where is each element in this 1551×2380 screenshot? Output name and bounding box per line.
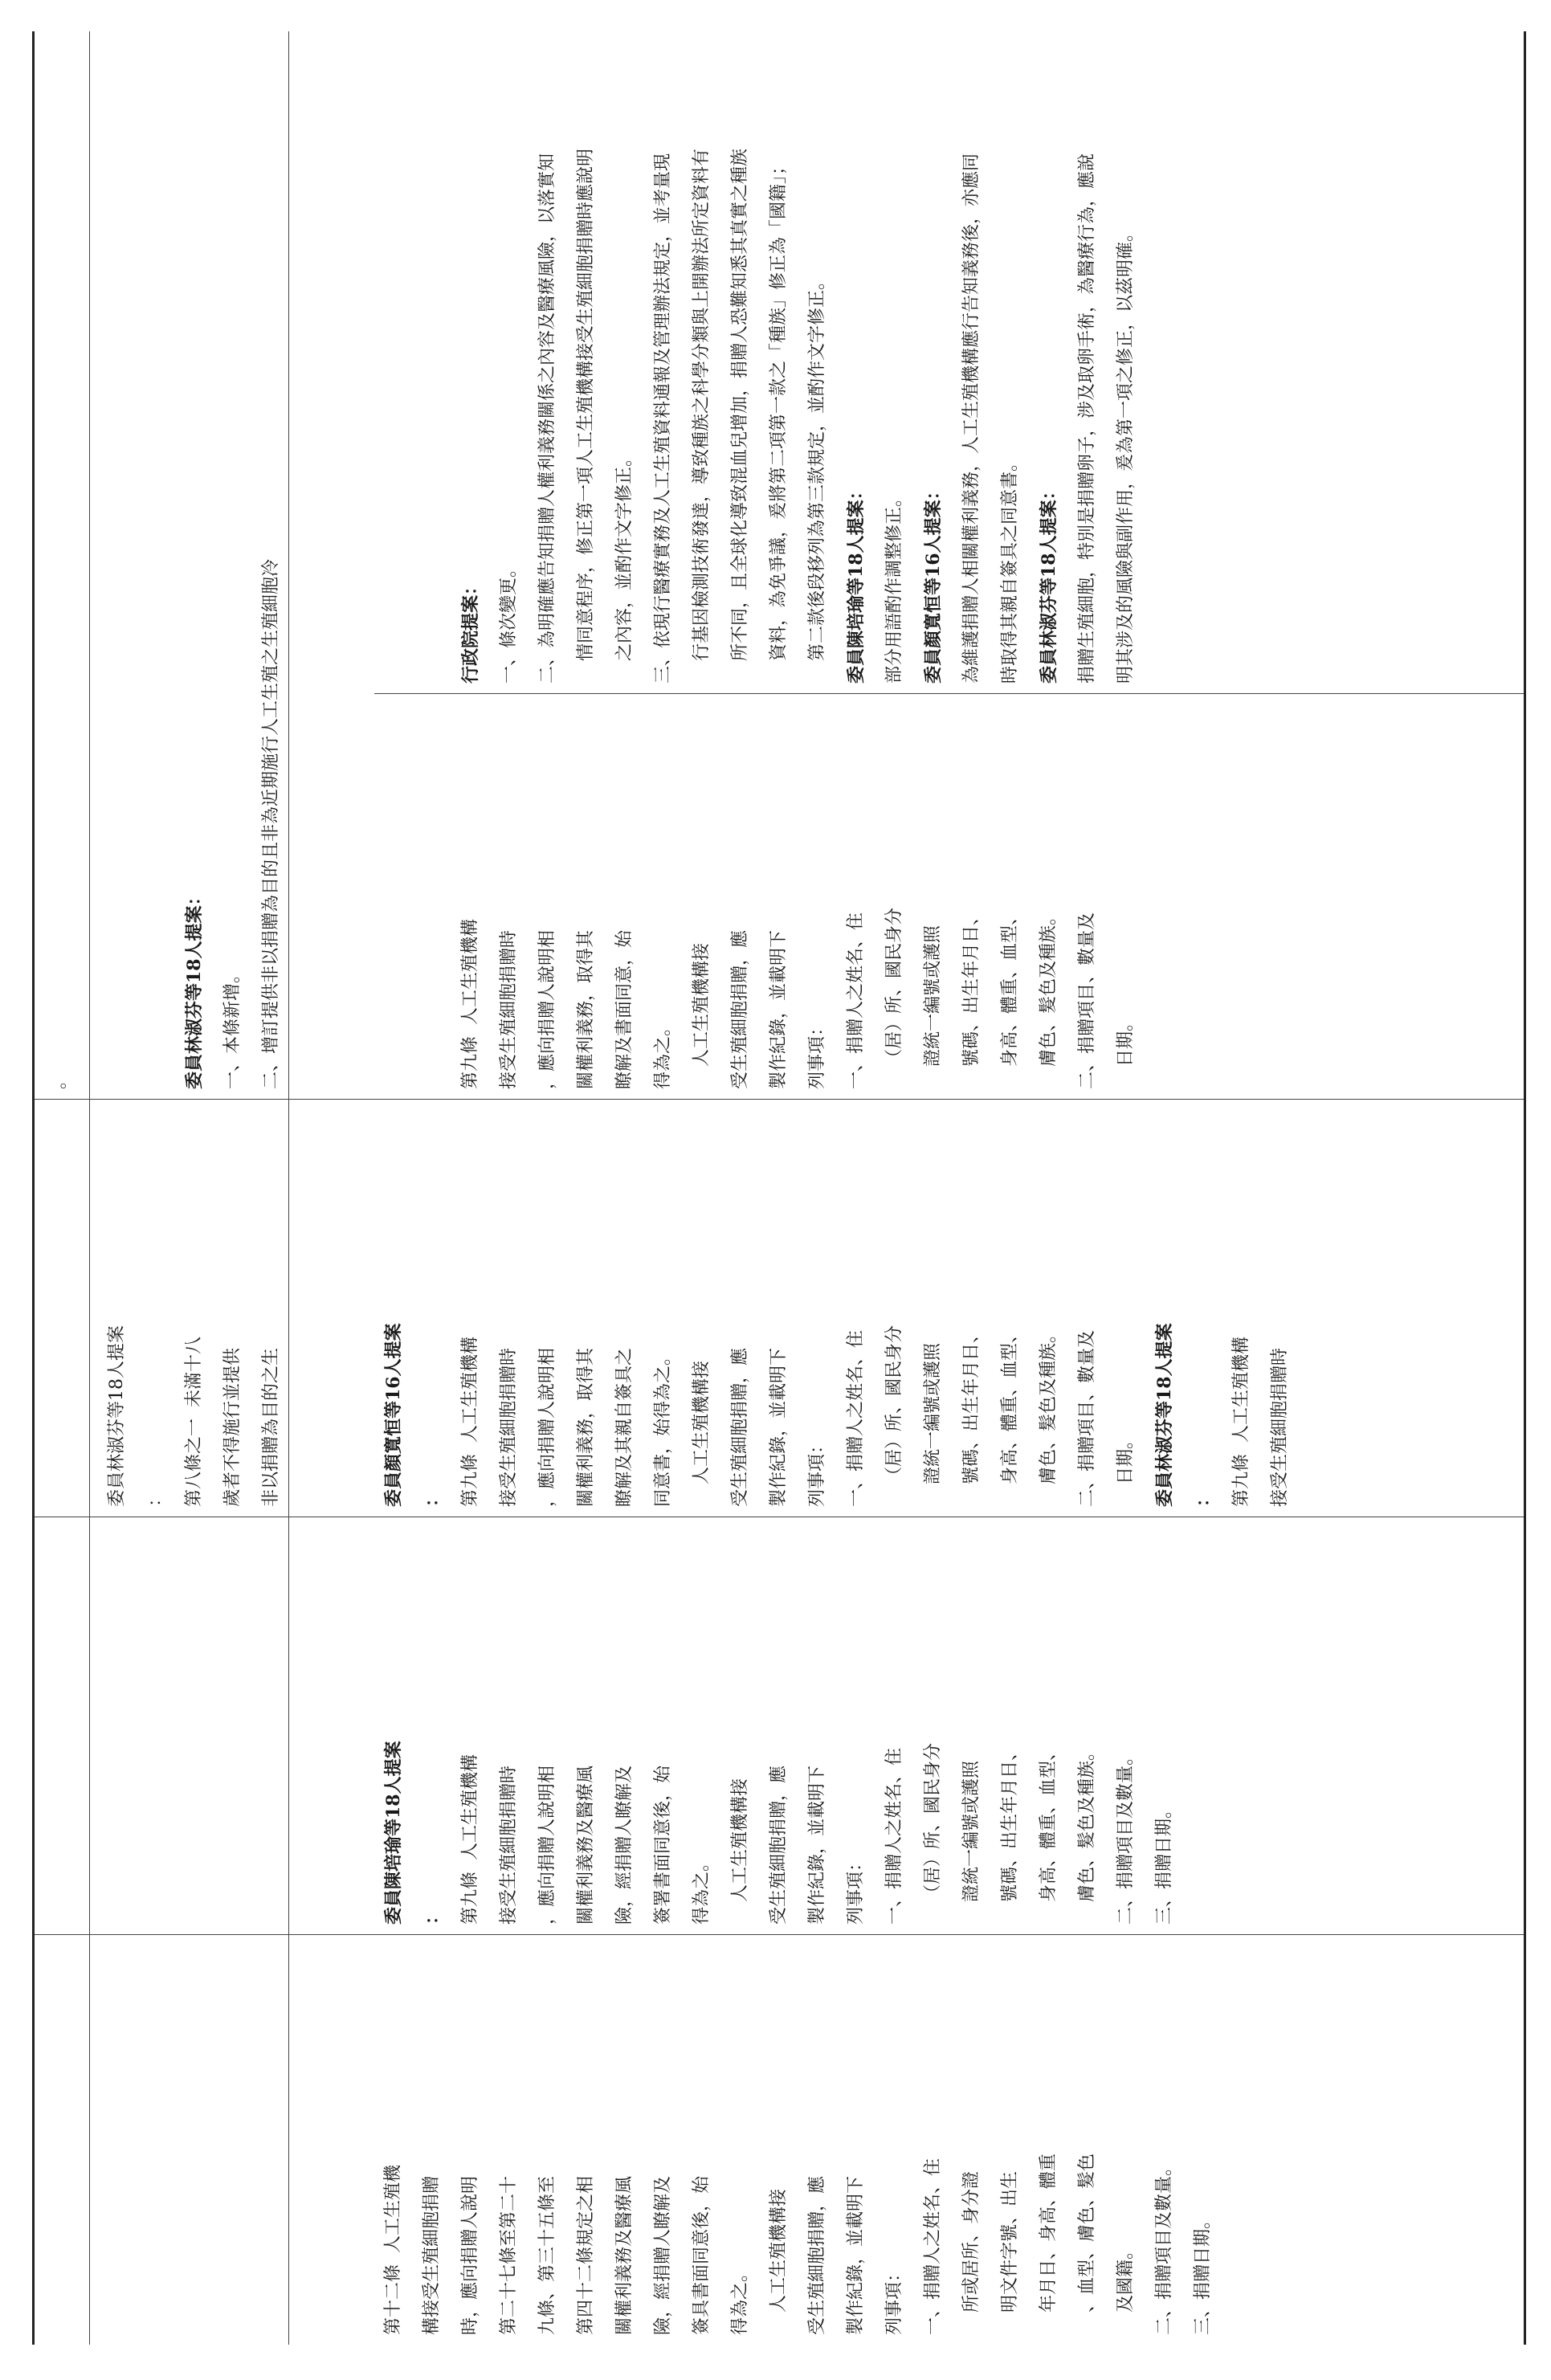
chen-heading: 委員陳培瑜等18人提案： [846,482,867,684]
proposal-yen-text: 第九條 人工生殖機構 接受生殖細胞捐贈時 ，應向捐贈人說明相 關權利義務，取得其 瞭解及其親自簽具之 同意書，始得為之。 人工生殖機構接 受生殖細胞捐贈，應 製作紀錄，並載明下 列事項： 一、捐贈人之姓名、住 （居）所、國民身分 證統一編號或護照 號碼、出生年月日、 身高、體重、血型、 膚色、髮色及種族。 二、捐贈項目、數量及 日期。 [460,1325,1136,1507]
cell-proposal-chen [289,1517,1526,1935]
lin-heading: 委員林淑芬等18人提案： [1039,482,1059,684]
cell-proposal-a-8-1 [90,1517,288,1935]
executive-draft-text: 第九條 人工生殖機構 接受生殖細胞捐贈時 ，應向捐贈人說明相 關權利義務，取得其 瞭解及書面同意，始 得為之。 人工生殖機構接 受生殖細胞捐贈，應 製作紀錄，並載明下 列事項： 一、捐贈人之姓名、住 （居）所、國民身分 證統一編號或護照 號碼、出生年月日、 身高、體重、血型、 膚色、髮色及種族。 二、捐贈項目、數量及 日期。 [460,908,1136,1089]
cell-explanation-8-1 [90,31,288,1100]
yen-explanation: 為維護捐贈人相關權利義務，人工生殖機構應行告知義務後，亦應同 時取得其親自簽具之同意書。 [961,153,1020,684]
proposal-chen-heading: 委員陳培瑜等18人提案 ： [383,1741,443,1925]
executive-heading: 行政院提案： [460,577,481,684]
cell-current-law-8-1 [90,1935,288,2345]
explanation-text: 一、本條新增。 二、增訂提供非以捐贈為目的且非為近期施行人工生殖之生殖細胞冷 [222,558,281,1089]
table-row-top [32,31,90,2345]
article-12-heading: 第十二條 人工生殖機 [383,2165,403,2335]
table-row-article-8-1 [90,31,289,2345]
cell-proposal-lin-8-1: 委員林淑芬等18人提案 ： 第八條之一 未滿十八 歲者不得施行並提供 非以捐贈為目的之生 [90,1100,288,1517]
executive-draft [374,693,1526,1089]
article-12-text: 構接受生殖細胞捐贈 時，應向捐贈人說明 第二十七條至第二十 九條、第三十五條至 第四十二條規定之相 關權利義務及醫療風 險，經捐贈人瞭解及 簽具書面同意後，始 得為之。 人工生殖機構接 受生殖細胞捐贈，應 製作紀錄，並載明下 列事項： 一、捐贈人之姓名、住 所或居所、身分證 明文件字號、出生 年月日、身高、體重 、血型、膚色、髮色 及國籍。 二、捐贈項目及數量。 三、捐贈日期。 [422,2153,1213,2335]
cell-current-law-top [32,1935,89,2345]
cell-explanation-top: 。 [32,31,89,1100]
yen-heading: 委員顏寬恒等16人提案： [923,482,944,684]
lin-explanation: 捐贈生殖細胞，特別是捐贈卵子，涉及取卵手術，為醫療行為，應說 明其涉及的風險與副作用，爰為第一項之修正，以茲明確。 [1077,153,1136,684]
explanation-block [374,41,1526,684]
table-row-article-9 [289,31,1526,2345]
executive-explanation: 一、條次變更。 二、為明確應告知捐贈人權利義務關係之內容及醫療風險，以落實知 情同意程序，修正第一項人工生殖機構接受生殖細胞捐贈時應說明 之內容，並酌作文字修正。 三、依現行醫療實務及人工生殖資料通報及管理辦法規定，並考量現 行基因檢測技術發達，導致種族之科學分類與上開辦法所定資料有 所不同，且全球化導致混血兒增加，捐贈人恐難知悉其真實之種族 資料，為免爭議，爰將第二項第一款之「種族」修正為「國籍」； 第二款後段移列為第三款規定，並酌作文字修正。 [499,149,827,684]
table-bottom-border [1524,31,1526,2345]
proposal-lin-text: 第九條 人工生殖機構 接受生殖細胞捐贈時 [1231,1337,1290,1507]
table-top-border [32,31,35,2345]
explanation-heading: 委員林淑芬等18人提案： [184,888,205,1089]
cell-proposal-yen-lin [289,1100,1526,1517]
cell-proposal-b-top [32,1100,89,1517]
proposal-chen-text: 第九條 人工生殖機構 接受生殖細胞捐贈時 ，應向捐贈人說明相 關權利義務及醫療風 險，經捐贈人瞭解及 簽署書面同意後，始 得為之。 人工生殖機構接 受生殖細胞捐贈，應 製作紀錄，並載明下 列事項： 一、捐贈人之姓名、住 （居）所、國民身分 證統一編號或護照 號碼、出生年月日、 身高、體重、血型、 膚色、髮色及種族。 二、捐贈項目及數量。 三、捐贈日期。 [460,1743,1174,1925]
cell-explanation-9 [289,31,1526,1100]
proposal-lin-heading: 委員林淑芬等18人提案 ： [1154,1323,1214,1507]
proposal-yen-heading: 委員顏寬恒等16人提案 ： [383,1323,443,1507]
comparison-table [32,31,1526,2345]
cell-current-law-12 [289,1935,1526,2345]
cell-proposal-a-top [32,1517,89,1935]
chen-explanation: 部分用語酌作調整修正。 [884,488,904,684]
